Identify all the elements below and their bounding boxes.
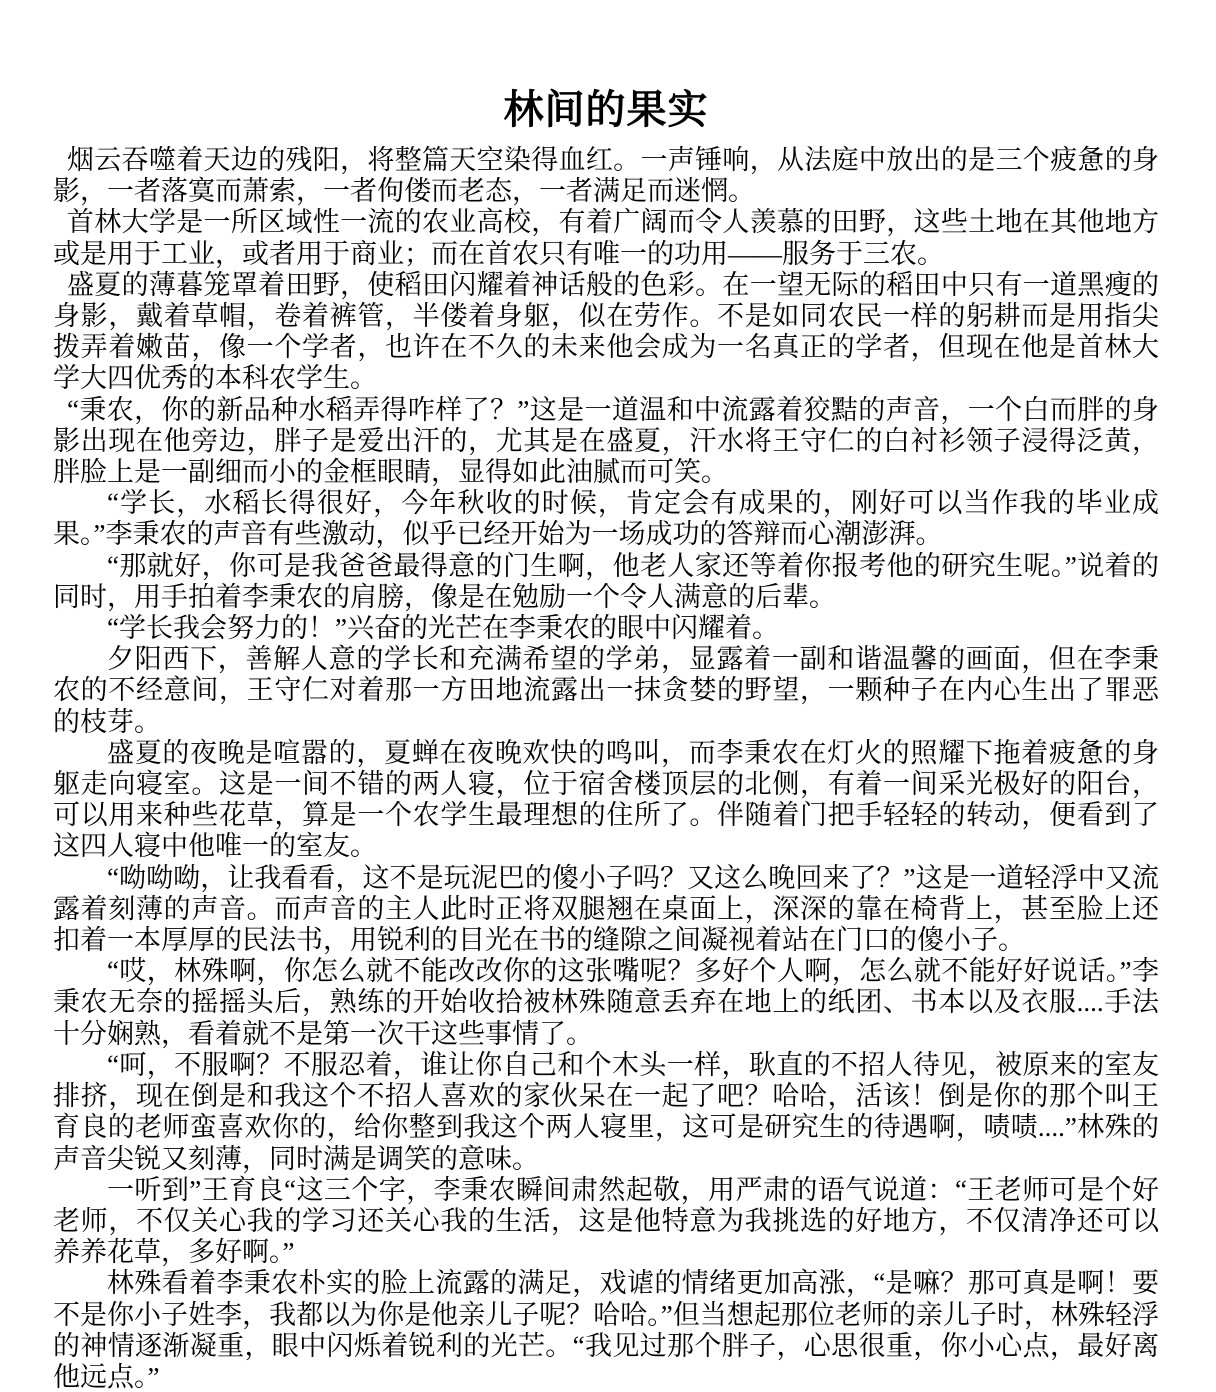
paragraph-7: “学长我会努力的！”兴奋的光芒在李秉农的眼中闪耀着。 [107, 613, 779, 644]
paragraph-9: 盛夏的夜晚是喧嚣的，夏蝉在夜晚欢快的鸣叫，而李秉农在灯火的照耀下拖着疲惫的身躯走向寝室。这是一间不错的两人寝，位于宿舍楼顶层的北侧，有着一间采光极好的阳台，可以用来种些花草，算是一个农学生最理想的住所了。伴随着门把手轻轻的转动，便看到了这四人寝中他唯一的室友。 [53, 737, 1159, 862]
paragraph-8: 夕阳西下，善解人意的学长和充满希望的学弟，显露着一副和谐温馨的画面，但在李秉农的不经意间，王守仁对着那一方田地流露出一抹贪婪的野望，一颗种子在内心生出了罪恶的枝芽。 [53, 644, 1159, 737]
paragraph-12: “呵，不服啊？不服忍着，谁让你自己和个木头一样，耿直的不招人待见，被原来的室友排挤，现在倒是和我这个不招人喜欢的家伙呆在一起了吧？哈哈，活该！倒是你的那个叫王育良的老师蛮喜欢你的，给你整到我这个两人寝里，这可是研究生的待遇啊，啧啧....”林殊的声音尖锐又刻薄，同时满是调笑的意味。 [53, 1049, 1159, 1174]
paragraph-5: “学长，水稻长得很好，今年秋收的时候，肯定会有成果的，刚好可以当作我的毕业成果。”李秉农的声音有些激动，似乎已经开始为一场成功的答辩而心潮澎湃。 [53, 488, 1159, 550]
document-title: 林间的果实 [503, 87, 709, 132]
paragraph-10: “呦呦呦，让我看看，这不是玩泥巴的傻小子吗？又这么晚回来了？”这是一道轻浮中又流露着刻薄的声音。而声音的主人此时正将双腿翘在桌面上，深深的靠在椅背上，甚至脸上还扣着一本厚厚的民法书，用锐利的目光在书的缝隙之间凝视着站在门口的傻小子。 [53, 862, 1159, 956]
paragraph-1: 烟云吞噬着天边的残阳，将整篇天空染得血红。一声锤响，从法庭中放出的是三个疲惫的身影，一者落寞而萧索，一者佝偻而老态，一者满足而迷惘。 [53, 145, 1159, 207]
paragraph-4: “秉农，你的新品种水稻弄得咋样了？”这是一道温和中流露着狡黠的声音，一个白而胖的身影出现在他旁边，胖子是爱出汗的，尤其是在盛夏，汗水将王守仁的白衬衫领子浸得泛黄，胖脸上是一副细而小的金框眼睛，显得如此油腻而可笑。 [53, 394, 1159, 488]
paragraph-13: 一听到”王育良“这三个字，李秉农瞬间肃然起敬，用严肃的语气说道：“王老师可是个好老师，不仅关心我的学习还关心我的生活，这是他特意为我挑选的好地方，不仅清净还可以养养花草，多好啊。” [53, 1174, 1159, 1268]
paragraph-11: “哎，林殊啊，你怎么就不能改改你的这张嘴呢？多好个人啊，怎么就不能好好说话。”李秉农无奈的摇摇头后，熟练的开始收拾被林殊随意丢弃在地上的纸团、书本以及衣服....手法十分娴熟，看着就不是第一次干这些事情了。 [53, 956, 1159, 1049]
paragraph-2: 首林大学是一所区域性一流的农业高校，有着广阔而令人羡慕的田野，这些土地在其他地方或是用于工业，或者用于商业；而在首农只有唯一的功用——服务于三农。 [53, 207, 1159, 269]
paragraph-14: 林殊看着李秉农朴实的脸上流露的满足，戏谑的情绪更加高涨，“是嘛？那可真是啊！要不是你小子姓李，我都以为你是他亲儿子呢？哈哈。”但当想起那位老师的亲儿子时，林殊轻浮的神情逐渐凝重，眼中闪烁着锐利的光芒。“我见过那个胖子，心思很重，你小心点，最好离他远点。” [53, 1268, 1159, 1392]
paragraph-6: “那就好，你可是我爸爸最得意的门生啊，他老人家还等着你报考他的研究生呢。”说着的同时，用手拍着李秉农的肩膀，像是在勉励一个令人满意的后辈。 [53, 550, 1159, 612]
paragraph-3: 盛夏的薄暮笼罩着田野，使稻田闪耀着神话般的色彩。在一望无际的稻田中只有一道黑瘦的身影，戴着草帽，卷着裤管，半偻着身躯，似在劳作。不是如同农民一样的躬耕而是用指尖拨弄着嫩苗，像一个学者，也许在不久的未来他会成为一名真正的学者，但现在他是首林大学大四优秀的本科农学生。 [53, 269, 1159, 394]
